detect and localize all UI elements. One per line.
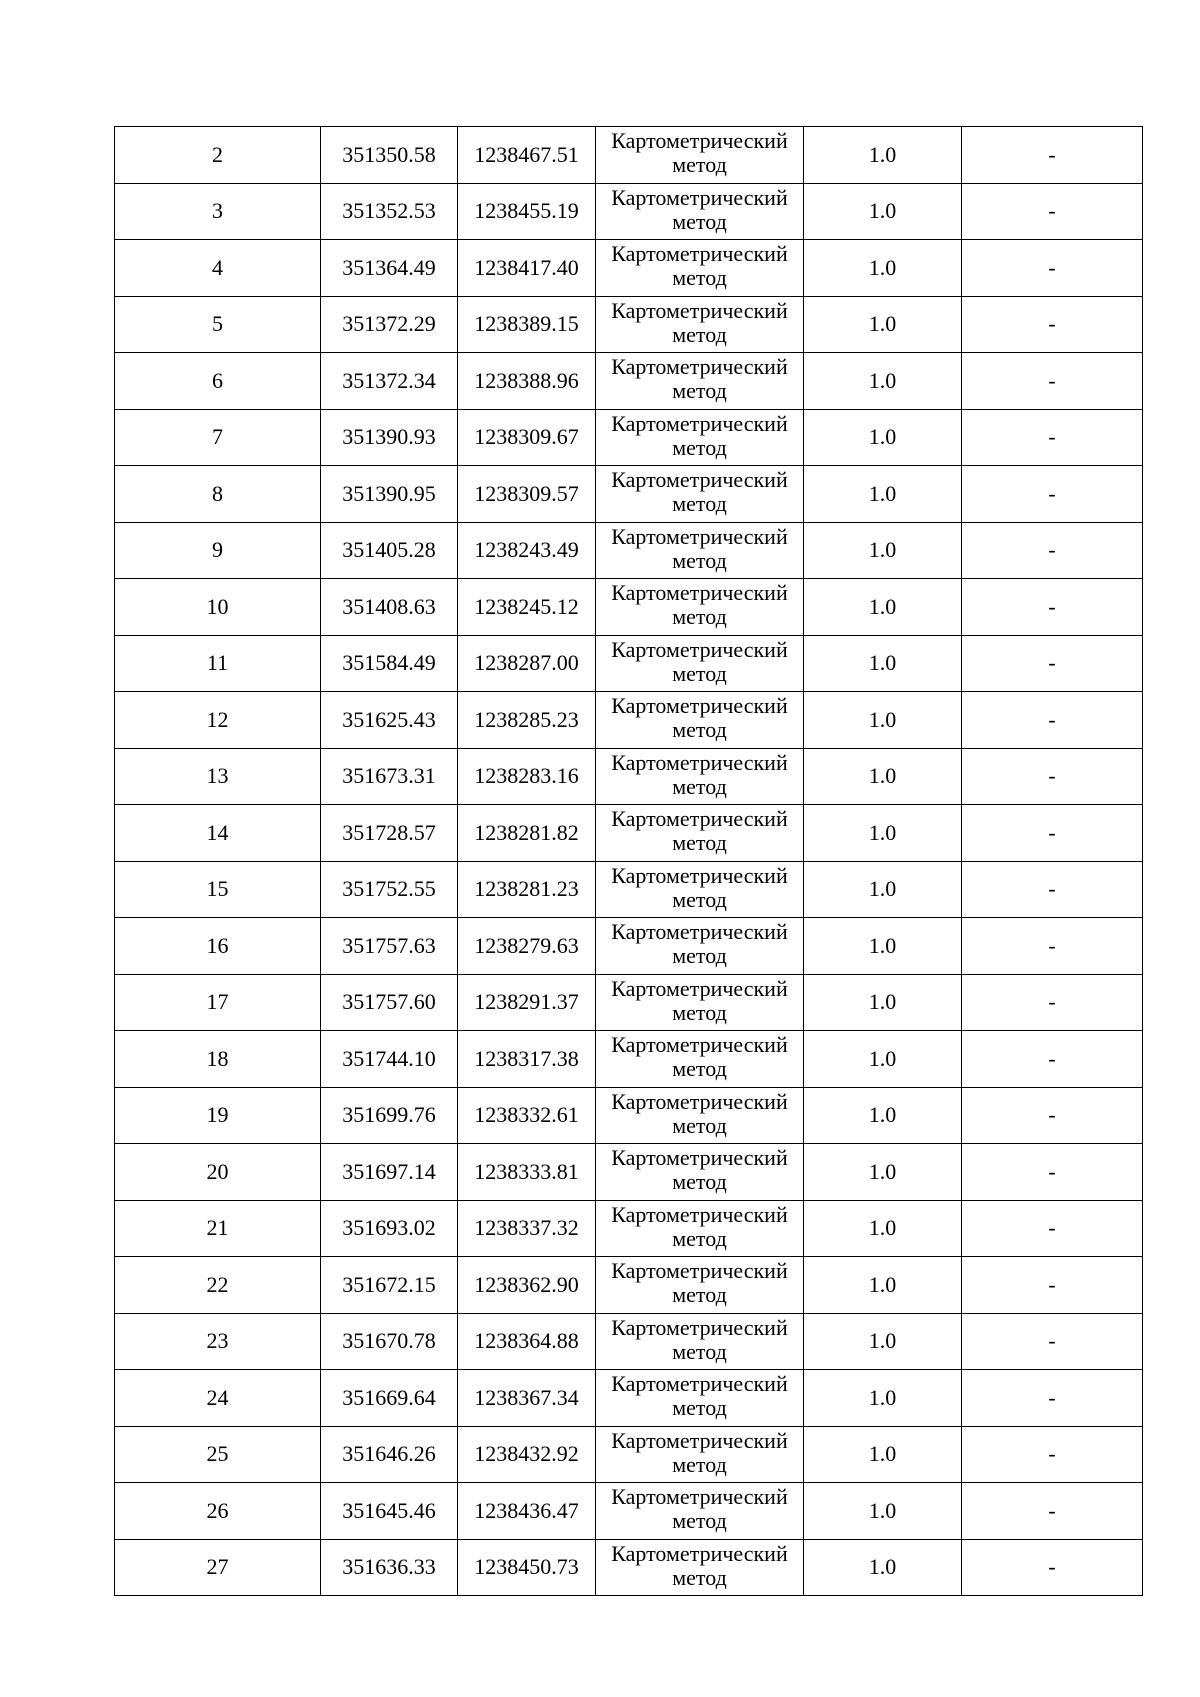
accuracy-cell: 1.0 xyxy=(804,183,962,240)
point-number-cell: 17 xyxy=(115,974,321,1031)
accuracy-cell: 1.0 xyxy=(804,466,962,523)
table-row xyxy=(115,240,1143,297)
x-coordinate-cell: 351752.55 xyxy=(321,861,458,918)
description-cell: - xyxy=(962,1031,1143,1088)
point-number-cell: 12 xyxy=(115,692,321,749)
table-row xyxy=(115,805,1143,862)
table-row xyxy=(115,1483,1143,1540)
accuracy-cell: 1.0 xyxy=(804,692,962,749)
y-coordinate-cell: 1238332.61 xyxy=(458,1087,596,1144)
description-cell: - xyxy=(962,1200,1143,1257)
description-cell: - xyxy=(962,1370,1143,1427)
y-coordinate-cell: 1238287.00 xyxy=(458,635,596,692)
point-number-cell: 11 xyxy=(115,635,321,692)
method-line-1: Картометрический xyxy=(611,184,788,210)
method-line-1: Картометрический xyxy=(611,410,788,436)
point-number-cell: 18 xyxy=(115,1031,321,1088)
method-cell xyxy=(596,1370,804,1427)
x-coordinate-cell: 351699.76 xyxy=(321,1087,458,1144)
y-coordinate-cell: 1238291.37 xyxy=(458,974,596,1031)
point-number-cell: 16 xyxy=(115,918,321,975)
accuracy-cell: 1.0 xyxy=(804,805,962,862)
method-line-2: метод xyxy=(672,830,727,855)
method-line-2: метод xyxy=(672,1225,727,1251)
x-coordinate-cell: 351673.31 xyxy=(321,748,458,805)
method-line-2: метод xyxy=(672,1564,727,1590)
method-line-1: Картометрический xyxy=(611,1484,788,1509)
x-coordinate-cell: 351390.95 xyxy=(321,466,458,523)
description-cell: - xyxy=(962,522,1143,579)
point-number-cell: 23 xyxy=(115,1313,321,1370)
y-coordinate-cell: 1238283.16 xyxy=(458,748,596,805)
x-coordinate-cell: 351646.26 xyxy=(321,1426,458,1483)
y-coordinate-cell: 1238281.23 xyxy=(458,861,596,918)
description-cell: - xyxy=(962,1257,1143,1314)
method-line-2: метод xyxy=(672,378,727,403)
accuracy-cell: 1.0 xyxy=(804,1313,962,1370)
method-line-2: метод xyxy=(672,491,727,516)
method-cell xyxy=(596,1257,804,1314)
description-cell: - xyxy=(962,240,1143,297)
point-number-cell: 6 xyxy=(115,353,321,410)
method-line-1: Картометрический xyxy=(611,297,788,323)
x-coordinate-cell: 351728.57 xyxy=(321,805,458,862)
point-number-cell: 7 xyxy=(115,409,321,466)
description-cell: - xyxy=(962,579,1143,636)
method-cell xyxy=(596,409,804,466)
point-number-cell: 8 xyxy=(115,466,321,523)
method-line-2: метод xyxy=(672,999,727,1025)
description-cell: - xyxy=(962,692,1143,749)
method-line-2: метод xyxy=(672,547,727,573)
method-cell xyxy=(596,1200,804,1257)
y-coordinate-cell: 1238337.32 xyxy=(458,1200,596,1257)
description-cell: - xyxy=(962,1087,1143,1144)
method-cell xyxy=(596,861,804,918)
table-row xyxy=(115,1426,1143,1483)
y-coordinate-cell: 1238450.73 xyxy=(458,1539,596,1596)
method-line-2: метод xyxy=(672,1451,727,1477)
description-cell: - xyxy=(962,353,1143,410)
description-cell: - xyxy=(962,127,1143,184)
method-cell xyxy=(596,1483,804,1540)
x-coordinate-cell: 351405.28 xyxy=(321,522,458,579)
point-number-cell: 15 xyxy=(115,861,321,918)
description-cell: - xyxy=(962,466,1143,523)
description-cell: - xyxy=(962,805,1143,862)
y-coordinate-cell: 1238333.81 xyxy=(458,1144,596,1201)
y-coordinate-cell: 1238432.92 xyxy=(458,1426,596,1483)
description-cell: - xyxy=(962,974,1143,1031)
point-number-cell: 26 xyxy=(115,1483,321,1540)
method-line-2: метод xyxy=(672,1112,727,1138)
point-number-cell: 13 xyxy=(115,748,321,805)
method-line-2: метод xyxy=(672,1282,727,1307)
table-row xyxy=(115,1370,1143,1427)
table-row xyxy=(115,522,1143,579)
method-line-1: Картометрический xyxy=(611,1314,788,1340)
method-cell xyxy=(596,127,804,184)
y-coordinate-cell: 1238309.67 xyxy=(458,409,596,466)
coordinates-table-body xyxy=(115,127,1143,1596)
table-row xyxy=(115,1144,1143,1201)
y-coordinate-cell: 1238362.90 xyxy=(458,1257,596,1314)
accuracy-cell: 1.0 xyxy=(804,1200,962,1257)
table-row xyxy=(115,296,1143,353)
method-line-1: Картометрический xyxy=(611,862,788,888)
method-line-1: Картометрический xyxy=(611,1258,788,1283)
x-coordinate-cell: 351669.64 xyxy=(321,1370,458,1427)
method-cell xyxy=(596,1031,804,1088)
method-line-2: метод xyxy=(672,886,727,912)
method-line-1: Картометрический xyxy=(611,1540,788,1566)
description-cell: - xyxy=(962,1144,1143,1201)
point-number-cell: 24 xyxy=(115,1370,321,1427)
x-coordinate-cell: 351390.93 xyxy=(321,409,458,466)
x-coordinate-cell: 351672.15 xyxy=(321,1257,458,1314)
method-line-1: Картометрический xyxy=(611,241,788,266)
accuracy-cell: 1.0 xyxy=(804,240,962,297)
point-number-cell: 27 xyxy=(115,1539,321,1596)
y-coordinate-cell: 1238417.40 xyxy=(458,240,596,297)
method-line-1: Картометрический xyxy=(611,128,788,153)
accuracy-cell: 1.0 xyxy=(804,918,962,975)
method-line-2: метод xyxy=(672,1056,727,1081)
coordinates-table xyxy=(114,126,1143,1596)
x-coordinate-cell: 351352.53 xyxy=(321,183,458,240)
method-line-2: метод xyxy=(672,773,727,799)
method-line-1: Картометрический xyxy=(611,523,788,549)
point-number-cell: 19 xyxy=(115,1087,321,1144)
x-coordinate-cell: 351645.46 xyxy=(321,1483,458,1540)
method-cell xyxy=(596,748,804,805)
method-line-2: метод xyxy=(672,1169,727,1194)
method-line-2: метод xyxy=(672,434,727,460)
table-row xyxy=(115,748,1143,805)
method-cell xyxy=(596,240,804,297)
description-cell: - xyxy=(962,183,1143,240)
method-cell xyxy=(596,1313,804,1370)
description-cell: - xyxy=(962,1483,1143,1540)
method-cell xyxy=(596,1539,804,1596)
method-cell xyxy=(596,692,804,749)
y-coordinate-cell: 1238455.19 xyxy=(458,183,596,240)
accuracy-cell: 1.0 xyxy=(804,1370,962,1427)
method-line-1: Картометрический xyxy=(611,749,788,775)
accuracy-cell: 1.0 xyxy=(804,1483,962,1540)
x-coordinate-cell: 351697.14 xyxy=(321,1144,458,1201)
table-row xyxy=(115,635,1143,692)
x-coordinate-cell: 351693.02 xyxy=(321,1200,458,1257)
method-cell xyxy=(596,974,804,1031)
method-cell xyxy=(596,522,804,579)
method-line-2: метод xyxy=(672,1508,727,1533)
x-coordinate-cell: 351372.34 xyxy=(321,353,458,410)
description-cell: - xyxy=(962,1313,1143,1370)
accuracy-cell: 1.0 xyxy=(804,127,962,184)
table-row xyxy=(115,1031,1143,1088)
y-coordinate-cell: 1238388.96 xyxy=(458,353,596,410)
accuracy-cell: 1.0 xyxy=(804,1087,962,1144)
table-row xyxy=(115,1200,1143,1257)
point-number-cell: 5 xyxy=(115,296,321,353)
y-coordinate-cell: 1238281.82 xyxy=(458,805,596,862)
table-row xyxy=(115,1313,1143,1370)
method-line-2: метод xyxy=(672,943,727,968)
y-coordinate-cell: 1238309.57 xyxy=(458,466,596,523)
method-line-2: метод xyxy=(672,660,727,686)
table-row xyxy=(115,1257,1143,1314)
table-row xyxy=(115,918,1143,975)
description-cell: - xyxy=(962,1426,1143,1483)
accuracy-cell: 1.0 xyxy=(804,1539,962,1596)
description-cell: - xyxy=(962,635,1143,692)
x-coordinate-cell: 351408.63 xyxy=(321,579,458,636)
method-line-1: Картометрический xyxy=(611,354,788,379)
table-row xyxy=(115,579,1143,636)
table-row xyxy=(115,974,1143,1031)
accuracy-cell: 1.0 xyxy=(804,409,962,466)
table-row xyxy=(115,1539,1143,1596)
accuracy-cell: 1.0 xyxy=(804,635,962,692)
method-cell xyxy=(596,1087,804,1144)
point-number-cell: 2 xyxy=(115,127,321,184)
accuracy-cell: 1.0 xyxy=(804,861,962,918)
accuracy-cell: 1.0 xyxy=(804,1144,962,1201)
description-cell: - xyxy=(962,296,1143,353)
method-cell xyxy=(596,635,804,692)
table-row xyxy=(115,353,1143,410)
method-line-2: метод xyxy=(672,1395,727,1420)
point-number-cell: 3 xyxy=(115,183,321,240)
point-number-cell: 20 xyxy=(115,1144,321,1201)
method-line-1: Картометрический xyxy=(611,1032,788,1057)
method-line-2: метод xyxy=(672,604,727,629)
method-cell xyxy=(596,353,804,410)
method-cell xyxy=(596,183,804,240)
method-line-2: метод xyxy=(672,208,727,234)
point-number-cell: 4 xyxy=(115,240,321,297)
x-coordinate-cell: 351584.49 xyxy=(321,635,458,692)
method-line-1: Картометрический xyxy=(611,919,788,944)
method-line-1: Картометрический xyxy=(611,806,788,831)
table-row xyxy=(115,466,1143,523)
accuracy-cell: 1.0 xyxy=(804,974,962,1031)
accuracy-cell: 1.0 xyxy=(804,579,962,636)
y-coordinate-cell: 1238436.47 xyxy=(458,1483,596,1540)
x-coordinate-cell: 351350.58 xyxy=(321,127,458,184)
method-line-1: Картометрический xyxy=(611,693,788,718)
method-cell xyxy=(596,918,804,975)
y-coordinate-cell: 1238285.23 xyxy=(458,692,596,749)
method-line-2: метод xyxy=(672,265,727,290)
accuracy-cell: 1.0 xyxy=(804,353,962,410)
accuracy-cell: 1.0 xyxy=(804,1031,962,1088)
description-cell: - xyxy=(962,748,1143,805)
x-coordinate-cell: 351757.60 xyxy=(321,974,458,1031)
method-line-1: Картометрический xyxy=(611,1088,788,1114)
method-cell xyxy=(596,805,804,862)
method-cell xyxy=(596,1144,804,1201)
method-line-1: Картометрический xyxy=(611,1145,788,1170)
table-row xyxy=(115,127,1143,184)
method-line-2: метод xyxy=(672,1338,727,1364)
accuracy-cell: 1.0 xyxy=(804,1426,962,1483)
x-coordinate-cell: 351757.63 xyxy=(321,918,458,975)
point-number-cell: 9 xyxy=(115,522,321,579)
method-line-2: метод xyxy=(672,717,727,742)
method-line-1: Картометрический xyxy=(611,580,788,605)
table-row xyxy=(115,183,1143,240)
accuracy-cell: 1.0 xyxy=(804,296,962,353)
y-coordinate-cell: 1238389.15 xyxy=(458,296,596,353)
table-row xyxy=(115,692,1143,749)
method-line-2: метод xyxy=(672,152,727,177)
y-coordinate-cell: 1238367.34 xyxy=(458,1370,596,1427)
accuracy-cell: 1.0 xyxy=(804,1257,962,1314)
x-coordinate-cell: 351744.10 xyxy=(321,1031,458,1088)
table-row xyxy=(115,409,1143,466)
x-coordinate-cell: 351670.78 xyxy=(321,1313,458,1370)
accuracy-cell: 1.0 xyxy=(804,748,962,805)
table-row xyxy=(115,861,1143,918)
point-number-cell: 21 xyxy=(115,1200,321,1257)
y-coordinate-cell: 1238364.88 xyxy=(458,1313,596,1370)
method-line-1: Картометрический xyxy=(611,975,788,1001)
description-cell: - xyxy=(962,861,1143,918)
point-number-cell: 25 xyxy=(115,1426,321,1483)
method-cell xyxy=(596,296,804,353)
description-cell: - xyxy=(962,918,1143,975)
method-line-1: Картометрический xyxy=(611,467,788,492)
x-coordinate-cell: 351636.33 xyxy=(321,1539,458,1596)
y-coordinate-cell: 1238243.49 xyxy=(458,522,596,579)
point-number-cell: 14 xyxy=(115,805,321,862)
method-line-1: Картометрический xyxy=(611,1371,788,1396)
table-row xyxy=(115,1087,1143,1144)
method-line-1: Картометрический xyxy=(611,1427,788,1453)
y-coordinate-cell: 1238279.63 xyxy=(458,918,596,975)
y-coordinate-cell: 1238245.12 xyxy=(458,579,596,636)
method-line-1: Картометрический xyxy=(611,1201,788,1227)
x-coordinate-cell: 351364.49 xyxy=(321,240,458,297)
x-coordinate-cell: 351625.43 xyxy=(321,692,458,749)
method-cell xyxy=(596,579,804,636)
method-line-2: метод xyxy=(672,321,727,347)
y-coordinate-cell: 1238467.51 xyxy=(458,127,596,184)
point-number-cell: 22 xyxy=(115,1257,321,1314)
y-coordinate-cell: 1238317.38 xyxy=(458,1031,596,1088)
method-line-1: Картометрический xyxy=(611,636,788,662)
description-cell: - xyxy=(962,409,1143,466)
point-number-cell: 10 xyxy=(115,579,321,636)
accuracy-cell: 1.0 xyxy=(804,522,962,579)
method-cell xyxy=(596,1426,804,1483)
description-cell: - xyxy=(962,1539,1143,1596)
method-cell xyxy=(596,466,804,523)
x-coordinate-cell: 351372.29 xyxy=(321,296,458,353)
